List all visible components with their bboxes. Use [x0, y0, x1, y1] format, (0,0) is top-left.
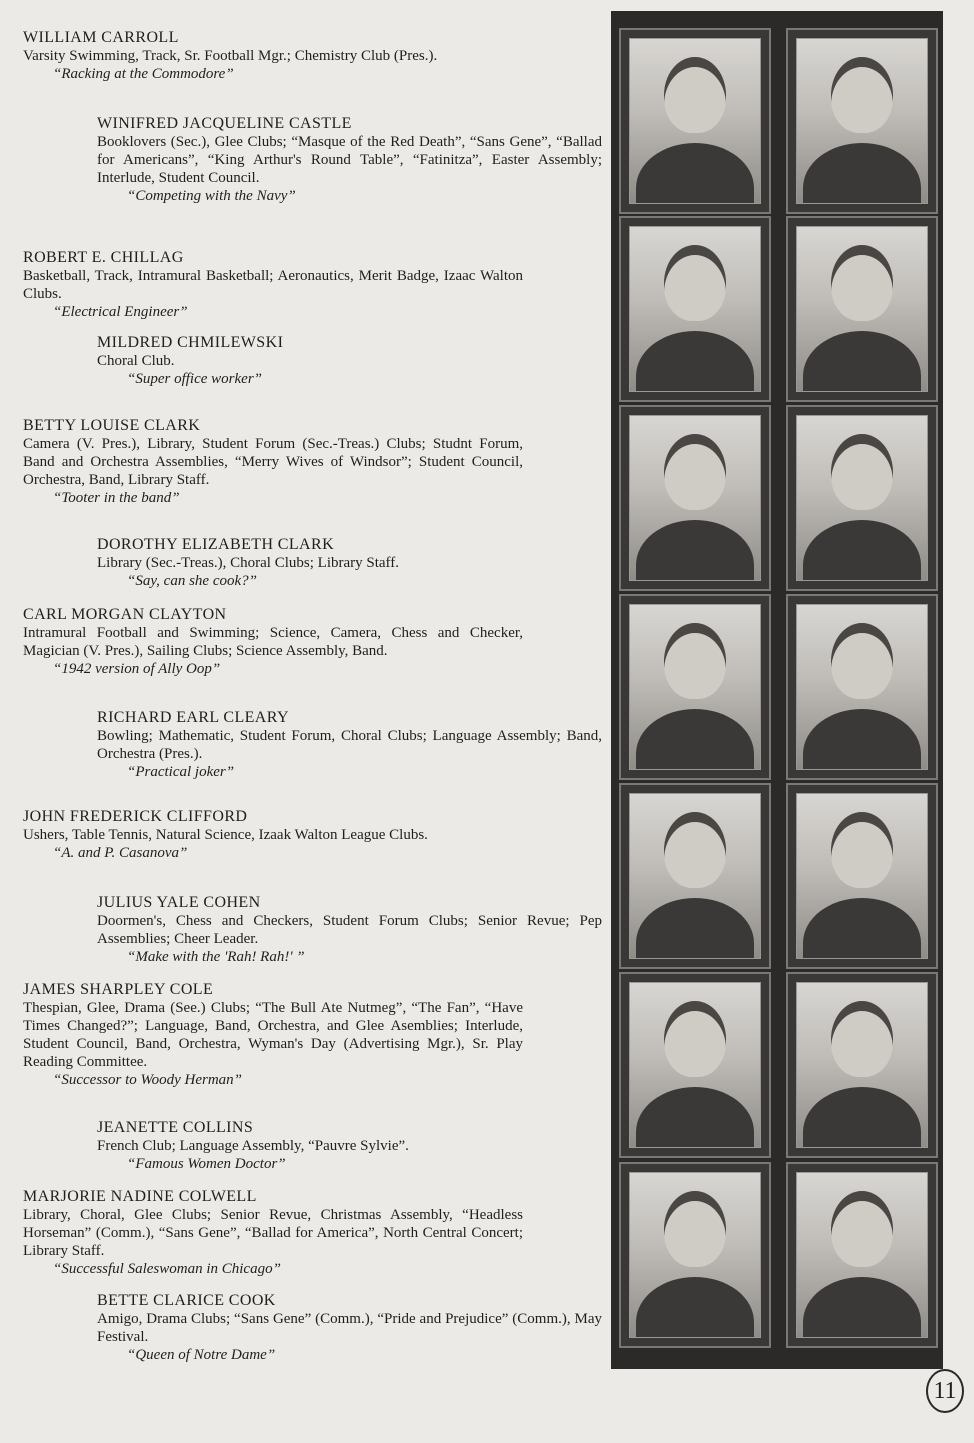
portrait-panel: [611, 11, 943, 1369]
entry-name: JOHN FREDERICK CLIFFORD: [23, 808, 248, 825]
portrait-photo: [619, 1162, 771, 1348]
entry-bette-cook: [97, 1291, 602, 1364]
portrait-photo: [786, 405, 938, 591]
entry-carl-clayton: [23, 605, 523, 678]
entry-name: BETTY LOUISE CLARK: [23, 417, 201, 434]
portrait-photo: [786, 783, 938, 969]
entry-activities: Amigo, Drama Clubs; “Sans Gene” (Comm.), “Pride and Prejudice” (Comm.), May Festival.: [97, 1311, 602, 1345]
entry-quote: “Make with the 'Rah! Rah!' ”: [127, 949, 305, 965]
entry-quote: “Electrical Engineer”: [53, 304, 188, 320]
entry-betty-clark: [23, 416, 523, 507]
entry-quote: “Queen of Notre Dame”: [127, 1347, 276, 1363]
entry-john-clifford: [23, 807, 523, 862]
entry-activities: Camera (V. Pres.), Library, Student Forum (Sec.-Treas.) Clubs; Studnt Forum, Band and Orchestra Assemblies, “Merry Wives of Windsor”; Student Council, Orchestra, Band, Library Staff.: [23, 436, 523, 488]
entry-activities: Doormen's, Chess and Checkers, Student Forum Clubs; Senior Revue; Pep Assemblies; Cheer Leader.: [97, 913, 602, 947]
entry-dorothy-clark: [97, 535, 602, 590]
entry-name: WILLIAM CARROLL: [23, 29, 179, 46]
portrait-photo: [786, 1162, 938, 1348]
entry-winifred-castle: [97, 114, 602, 205]
entry-quote: “Super office worker”: [127, 371, 262, 387]
page-number: 11: [926, 1369, 964, 1413]
entry-richard-cleary: [97, 708, 602, 781]
entry-activities: Thespian, Glee, Drama (See.) Clubs; “The Bull Ate Nutmeg”, “The Fan”, “Have Times Changed?”; Language, Band, Orchestra, and Glee Asemblies; Interlude, Student Council, Band, Orchestra, Wyman's Day (Advertising Mgr.), Sr. Play Reading Committee.: [23, 1000, 523, 1070]
entry-activities: Library, Choral, Glee Clubs; Senior Revue, Christmas Assembly, “Headless Horseman” (Comm.), “Sans Gene”, “Ballad for America”, North Central Concert; Library Staff.: [23, 1207, 523, 1259]
portrait-photo: [619, 594, 771, 780]
entry-name: BETTE CLARICE COOK: [97, 1292, 276, 1309]
entry-name: CARL MORGAN CLAYTON: [23, 606, 227, 623]
portrait-photo: [786, 28, 938, 214]
entry-quote: “Tooter in the band”: [53, 490, 180, 506]
entry-quote: “Racking at the Commodore”: [53, 66, 234, 82]
entry-activities: Basketball, Track, Intramural Basketball; Aeronautics, Merit Badge, Izaac Walton Clubs.: [23, 268, 523, 302]
portrait-photo: [619, 216, 771, 402]
entry-jeanette-collins: [97, 1118, 602, 1173]
entry-activities: Intramural Football and Swimming; Science, Camera, Chess and Checker, Magician (V. Pres.), Sailing Clubs; Science Assembly, Band.: [23, 625, 523, 659]
entry-name: JULIUS YALE COHEN: [97, 894, 261, 911]
entry-name: ROBERT E. CHILLAG: [23, 249, 184, 266]
entry-activities: Library (Sec.-Treas.), Choral Clubs; Library Staff.: [97, 555, 400, 571]
portrait-photo: [619, 405, 771, 591]
entry-quote: “1942 version of Ally Oop”: [53, 661, 221, 677]
entry-activities: Varsity Swimming, Track, Sr. Football Mgr.; Chemistry Club (Pres.).: [23, 48, 438, 64]
entry-name: WINIFRED JACQUELINE CASTLE: [97, 115, 352, 132]
entry-quote: “A. and P. Casanova”: [53, 845, 188, 861]
entry-james-cole: [23, 980, 523, 1089]
portrait-photo: [786, 594, 938, 780]
entry-julius-cohen: [97, 893, 602, 966]
entry-robert-chillag: [23, 248, 523, 321]
entry-name: MILDRED CHMILEWSKI: [97, 334, 284, 351]
entry-mildred-chmilewski: [97, 333, 602, 388]
portrait-photo: [786, 216, 938, 402]
entry-quote: “Successor to Woody Herman”: [53, 1072, 243, 1088]
entry-activities: French Club; Language Assembly, “Pauvre Sylvie”.: [97, 1138, 409, 1154]
entry-name: JEANETTE COLLINS: [97, 1119, 254, 1136]
entry-quote: “Successful Saleswoman in Chicago”: [53, 1261, 281, 1277]
portrait-photo: [619, 972, 771, 1158]
entry-quote: “Say, can she cook?”: [127, 573, 257, 589]
portrait-photo: [786, 972, 938, 1158]
portrait-photo: [619, 28, 771, 214]
entry-quote: “Practical joker”: [127, 764, 235, 780]
entry-name: JAMES SHARPLEY COLE: [23, 981, 214, 998]
entry-william-carroll: [23, 28, 523, 83]
entry-name: MARJORIE NADINE COLWELL: [23, 1188, 257, 1205]
entry-quote: “Famous Women Doctor”: [127, 1156, 286, 1172]
entry-name: DOROTHY ELIZABETH CLARK: [97, 536, 335, 553]
entry-quote: “Competing with the Navy”: [127, 188, 296, 204]
portrait-photo: [619, 783, 771, 969]
entry-activities: Ushers, Table Tennis, Natural Science, Izaak Walton League Clubs.: [23, 827, 428, 843]
entry-marjorie-colwell: [23, 1187, 523, 1278]
entry-activities: Choral Club.: [97, 353, 175, 369]
entry-activities: Bowling; Mathematic, Student Forum, Choral Clubs; Language Assembly; Band, Orchestra (Pres.).: [97, 728, 602, 762]
entry-name: RICHARD EARL CLEARY: [97, 709, 289, 726]
entry-activities: Booklovers (Sec.), Glee Clubs; “Masque of the Red Death”, “Sans Gene”, “Ballad for Americans”, “King Arthur's Round Table”, “Fatinitza”, Easter Assembly; Interlude, Student Council.: [97, 134, 602, 186]
